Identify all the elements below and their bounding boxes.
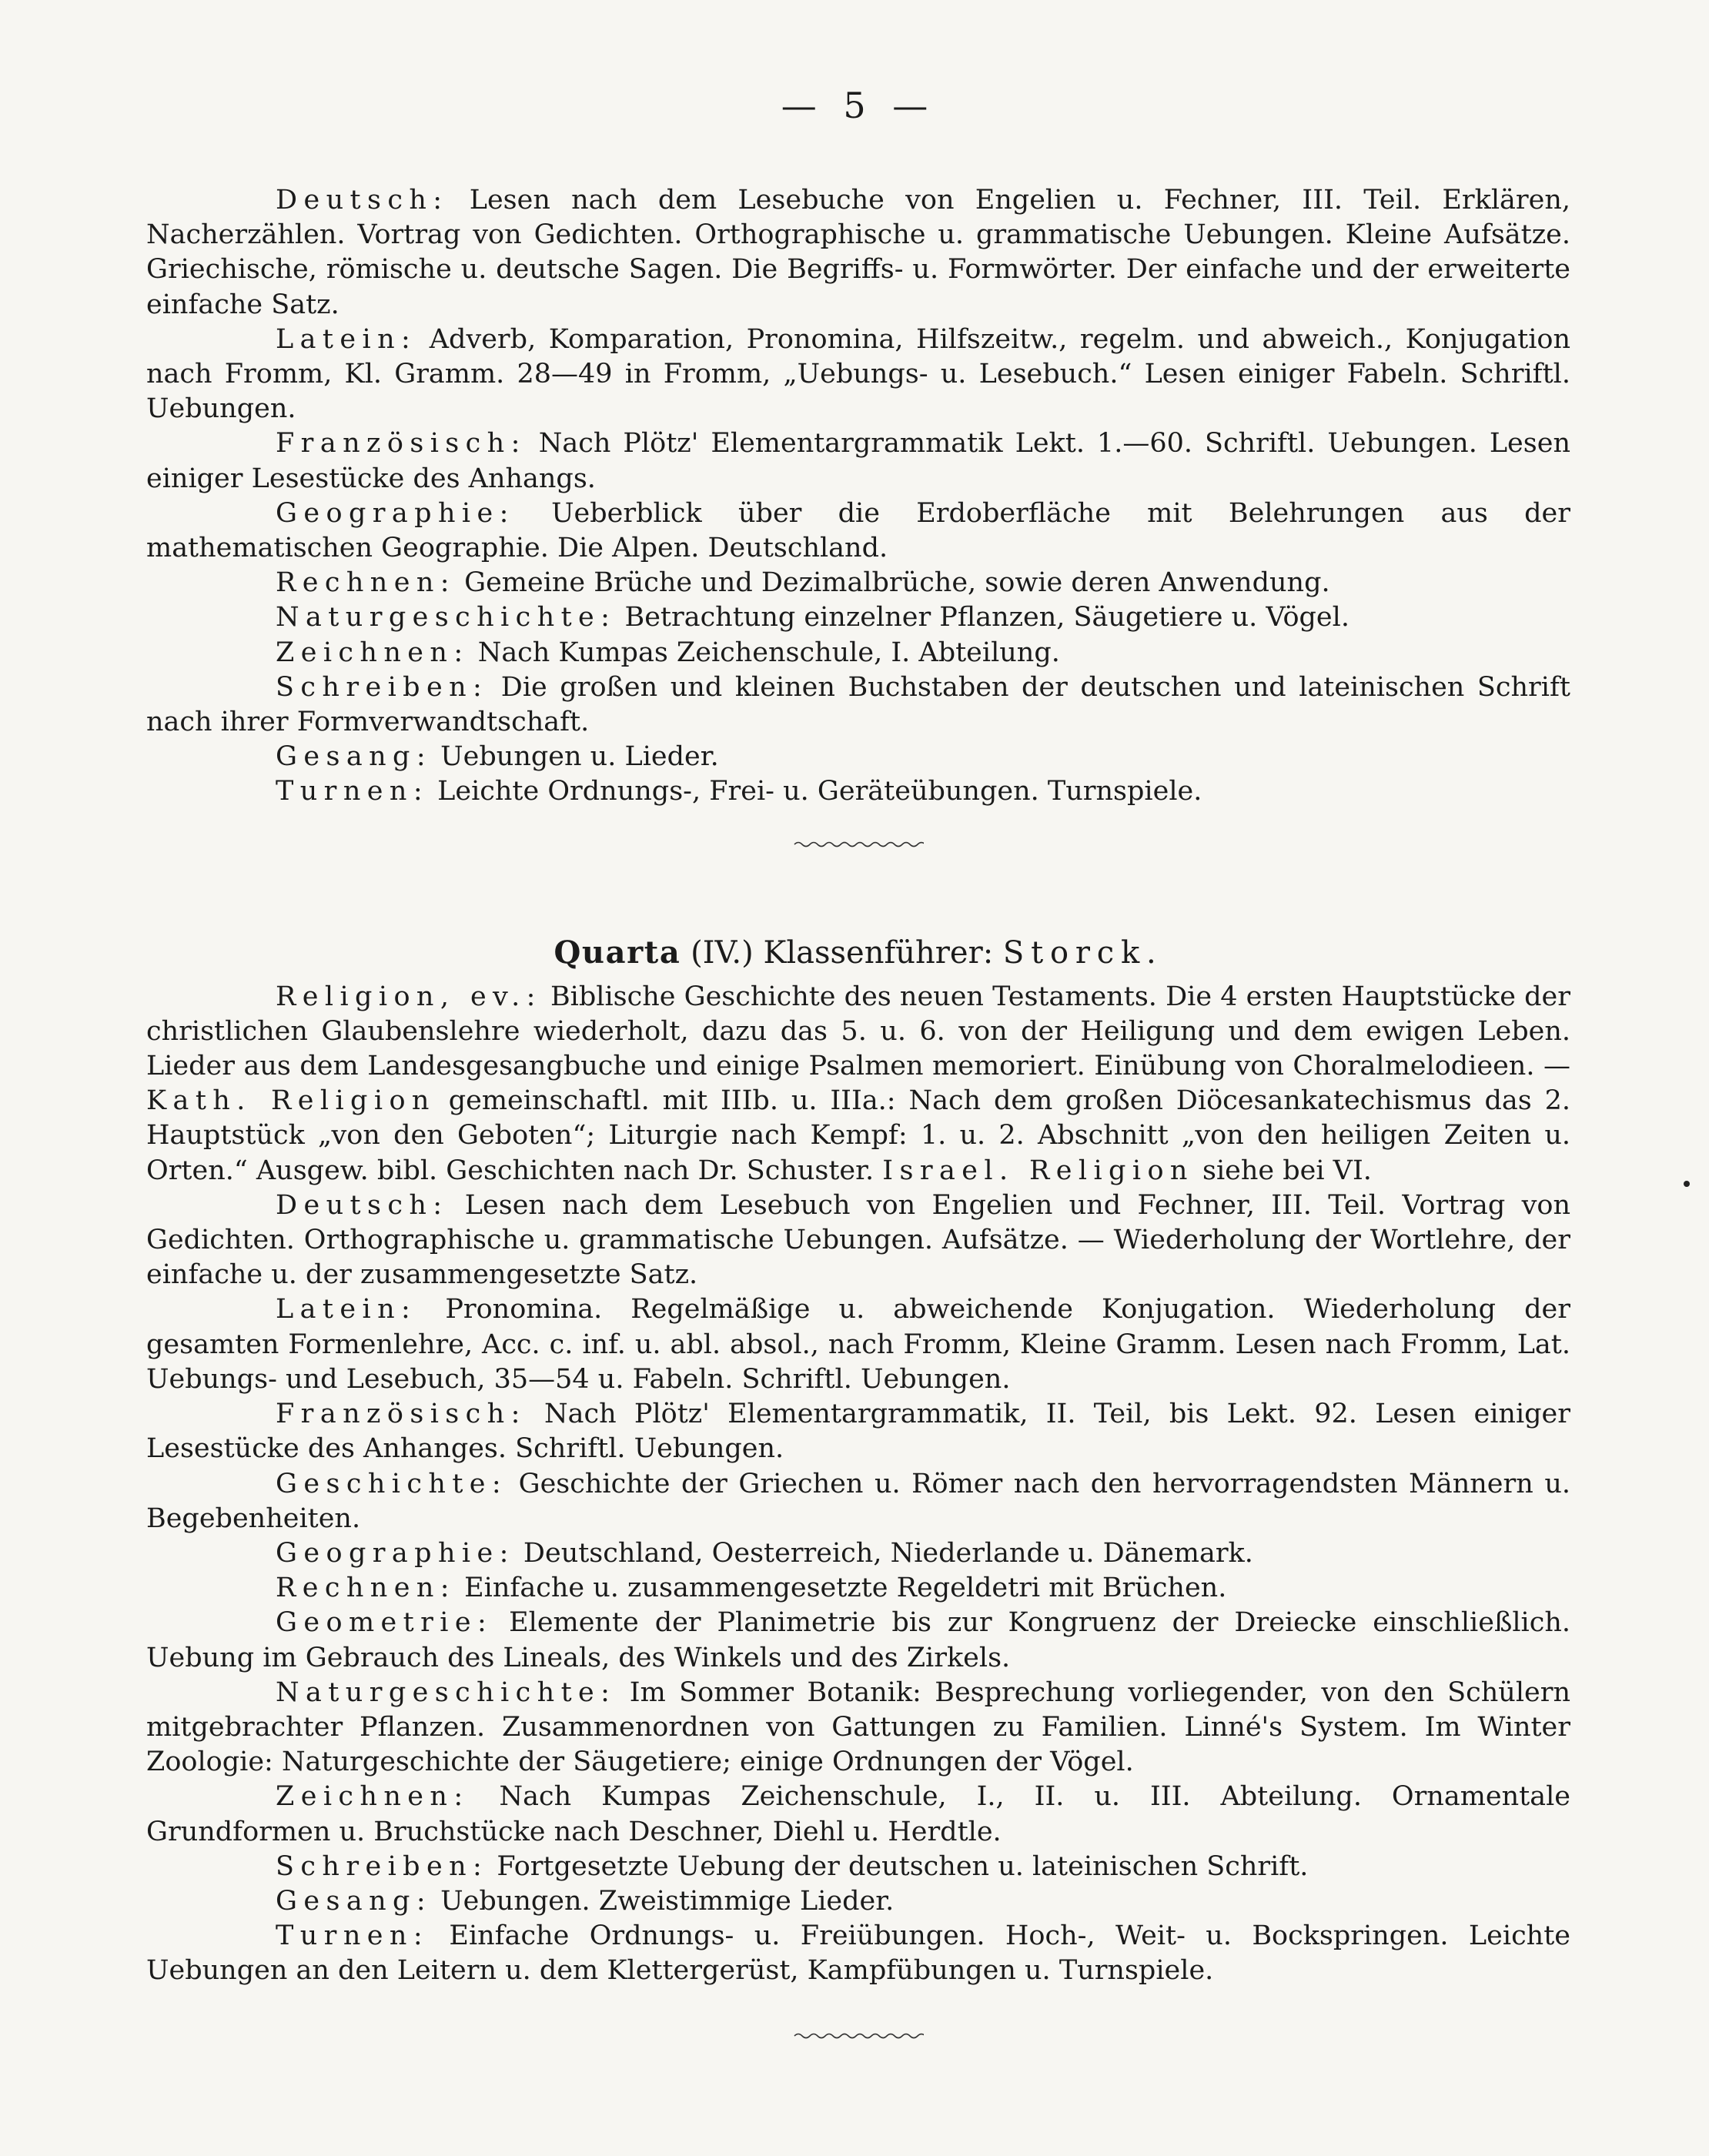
entry-franzoesisch: [146, 1397, 1570, 1466]
subject-label: Turnen:: [276, 1920, 430, 1952]
entry-naturgeschichte: [146, 1676, 1570, 1780]
entry-geographie: [146, 496, 1570, 566]
entry-text: Im Sommer Botanik: Besprechung vorliegender, von den Schülern mitgebrachter Pflanzen. Zusammenordnen von Gattungen zu Familien. Linné's System. Im Winter Zoologie: Naturgeschichte der Säugetiere; einige Ordnungen der Vögel.: [146, 1676, 1570, 1778]
wavy-divider-bottom: [793, 2031, 924, 2041]
entry-text: Elemente der Planimetrie bis zur Kongruenz der Dreiecke einschließlich. Uebung im Gebrauch des Lineals, des Winkels und des Zirkels.: [146, 1607, 1570, 1673]
class-code: (IV.): [681, 934, 764, 971]
entry-text: Adverb, Komparation, Pronomina, Hilfszeitw., regelm. und abweich., Konjugation nach Fromm, Kl. Gramm. 28—49 in Fromm, „Uebungs- u. Lesebuch.“ Lesen einiger Fabeln. Schriftl. Uebungen.: [146, 323, 1570, 425]
section-heading-quarta: [146, 934, 1570, 971]
entry-text: Deutschland, Oesterreich, Niederlande u. Dänemark.: [514, 1537, 1253, 1569]
entry-schreiben: [146, 670, 1570, 740]
entry-text: Betrachtung einzelner Pflanzen, Säugetiere u. Vögel.: [616, 602, 1349, 633]
entry-deutsch: [146, 1188, 1570, 1293]
subject-label: Geographie:: [276, 1537, 515, 1569]
entry-latein: [146, 1292, 1570, 1397]
entry-franzoesisch: [146, 426, 1570, 496]
entry-text: Einfache Ordnungs- u. Freiübungen. Hoch-, Weit- u. Bockspringen. Leichte Uebungen an den Leitern u. dem Klettergerüst, Kampfübungen u. Turnspiele.: [146, 1920, 1570, 1987]
section-lower-class: [146, 183, 1570, 810]
entry-text: Nach Plötz' Elementargrammatik, II. Teil, bis Lekt. 92. Lesen einiger Lesestücke des Anhanges. Schriftl. Uebungen.: [146, 1399, 1570, 1465]
teacher-label: Klassenführer:: [763, 934, 1003, 971]
ink-speck: [1684, 1181, 1690, 1187]
entry-geometrie: [146, 1606, 1570, 1675]
subject-label: Naturgeschichte:: [276, 1676, 617, 1708]
entry-text: Die großen und kleinen Buchstaben der deutschen und lateinischen Schrift nach ihrer Formverwandtschaft.: [146, 671, 1570, 738]
entry-text: Nach Plötz' Elementargrammatik Lekt. 1.—60. Schriftl. Uebungen. Lesen einiger Lesestücke des Anhangs.: [146, 428, 1570, 494]
entry-text: Einfache u. zusammengesetzte Regeldetri mit Brüchen.: [456, 1573, 1227, 1604]
subject-label: Deutsch:: [276, 1189, 449, 1221]
page-number: — 5 —: [781, 85, 936, 126]
entry-text: gemeinschaftl. mit IIIb. u. IIIa.: Nach dem großen Diöcesankatechismus das 2. Hauptstück „von den Geboten“; Liturgie nach Kempf: 1. u. 2. Abschnitt „von den heiligen Zeiten u. Orten.“ Ausgew. bibl. Geschichten nach Dr. Schuster.: [146, 1085, 1571, 1186]
entry-turnen: [146, 774, 1570, 809]
entry-text: Biblische Geschichte des neuen Testaments. Die 4 ersten Hauptstücke der christlichen Glaubenslehre wiederholt, dazu das 5. u. 6. von der Heiligung und dem ewigen Leben. Lieder aus dem Landesgesangbuche und einige Psalmen memoriert. Einübung von Choralmelodieen. —: [146, 981, 1570, 1082]
entry-schreiben: [146, 1850, 1570, 1884]
entry-geschichte: [146, 1467, 1570, 1536]
subject-label: Zeichnen:: [276, 1781, 470, 1813]
entry-naturgeschichte: [146, 600, 1570, 635]
subject-label: Turnen:: [276, 776, 430, 807]
entry-latein: [146, 323, 1570, 427]
subject-label: Französisch:: [276, 428, 527, 460]
entry-text: Lesen nach dem Lesebuch von Engelien und Fechner, III. Teil. Vortrag von Gedichten. Orthographische u. grammatische Uebungen. Aufsätze. — Wiederholung der Wortlehre, der einfache u. der zusammengesetzte Satz.: [146, 1189, 1570, 1291]
entry-text: Fortgesetzte Uebung der deutschen u. lateinischen Schrift.: [488, 1850, 1309, 1882]
subject-label: Französisch:: [276, 1399, 527, 1430]
entry-text: Uebungen. Zweistimmige Lieder.: [432, 1885, 895, 1917]
entry-geographie: [146, 1536, 1570, 1571]
entry-rechnen: [146, 1571, 1570, 1606]
subject-label: Geschichte:: [276, 1468, 508, 1499]
subject-label: Deutsch:: [276, 185, 449, 216]
subject-label: Rechnen:: [276, 567, 456, 599]
subject-label: Geographie:: [276, 497, 515, 529]
subject-label: Schreiben:: [276, 1850, 489, 1882]
entry-zeichnen: [146, 1780, 1570, 1849]
entry-text: Uebungen u. Lieder.: [432, 741, 719, 773]
entry-religion: [146, 980, 1570, 1188]
subject-label: Gesang:: [276, 741, 433, 773]
subject-label-israel: Israel. Religion: [882, 1155, 1194, 1186]
entry-text: Geschichte der Griechen u. Römer nach den hervorragendsten Männern u. Begebenheiten.: [146, 1468, 1570, 1534]
entry-zeichnen: [146, 636, 1570, 670]
subject-label: Rechnen:: [276, 1573, 456, 1604]
entry-text: Nach Kumpas Zeichenschule, I., II. u. III. Abteilung. Ornamentale Grundformen u. Bruchstücke nach Deschner, Diehl u. Herdtle.: [146, 1781, 1570, 1847]
subject-label: Naturgeschichte:: [276, 602, 617, 633]
subject-label: Geometrie:: [276, 1607, 493, 1639]
entry-text: Gemeine Brüche und Dezimalbrüche, sowie deren Anwendung.: [456, 567, 1330, 599]
subject-label: Latein:: [276, 323, 417, 355]
entry-text: Leichte Ordnungs-, Frei- u. Geräteübungen. Turnspiele.: [429, 776, 1202, 807]
subject-label: Gesang:: [276, 1885, 433, 1917]
entry-text: Pronomina. Regelmäßige u. abweichende Konjugation. Wiederholung der gesamten Formenlehre, Acc. c. inf. u. abl. absol., nach Fromm, Kleine Gramm. Lesen nach Fromm, Lat. Uebungs- und Lesebuch, 35—54 u. Fabeln. Schriftl. Uebungen.: [146, 1294, 1570, 1395]
subject-label: Religion, ev.:: [276, 981, 542, 1012]
entry-text: Nach Kumpas Zeichenschule, I. Abteilung.: [469, 637, 1060, 668]
entry-text: siehe bei VI.: [1193, 1155, 1372, 1186]
entry-text: Lesen nach dem Lesebuche von Engelien u. Fechner, III. Teil. Erklären, Nacherzählen. Vortrag von Gedichten. Orthographische u. grammatische Uebungen. Kleine Aufsätze. Griechische, römische u. deutsche Sagen. Die Begriffs- u. Formwörter. Der einfache und der erweiterte einfache Satz.: [146, 185, 1570, 320]
teacher-name: Storck.: [1002, 934, 1163, 971]
entry-gesang: [146, 740, 1570, 774]
wavy-divider: [793, 839, 924, 850]
entry-rechnen: [146, 566, 1570, 600]
subject-label: Latein:: [276, 1294, 417, 1325]
entry-turnen: [146, 1919, 1570, 1988]
subject-label: Schreiben:: [276, 671, 489, 703]
subject-label-kath: Kath. Religion: [146, 1085, 436, 1117]
class-name: Quarta: [554, 934, 681, 971]
entry-deutsch: [146, 183, 1570, 323]
entry-text: Ueberblick über die Erdoberfläche mit Belehrungen aus der mathematischen Geographie. Die Alpen. Deutschland.: [146, 497, 1570, 564]
section-quarta: [146, 980, 1570, 1989]
entry-gesang: [146, 1884, 1570, 1919]
subject-label: Zeichnen:: [276, 637, 470, 668]
